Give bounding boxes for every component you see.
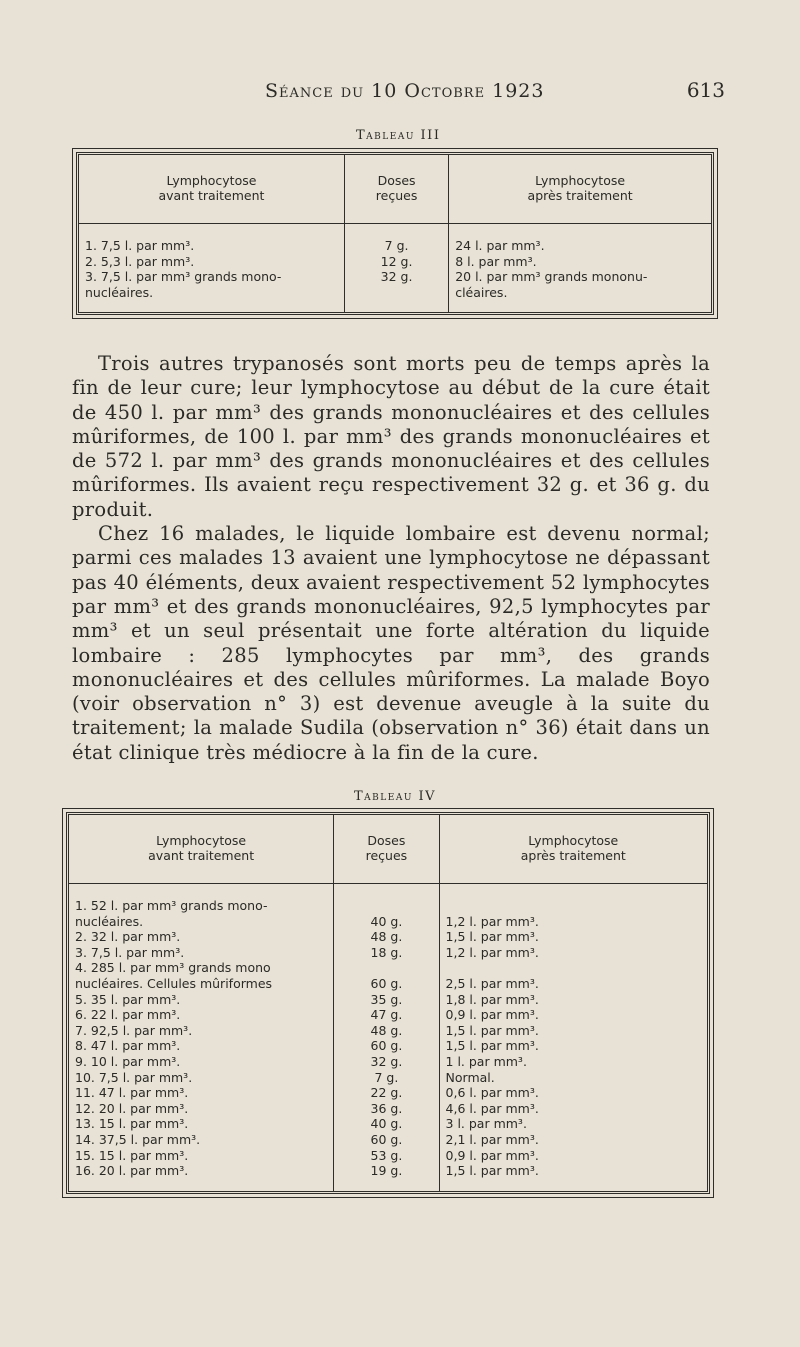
cell-apres: 1,2 l. par mm³. xyxy=(439,898,707,929)
table3-header-doses: Doses reçues xyxy=(344,155,448,224)
cell-avant: 2. 32 l. par mm³. xyxy=(75,929,181,945)
cell-apres: 1,5 l. par mm³. xyxy=(439,1163,707,1179)
table4-body xyxy=(69,884,707,1191)
cell-doses: 32 g. xyxy=(344,269,448,300)
table-row xyxy=(69,1054,707,1070)
cell-avant: 3. 7,5 l. par mm³ grands mono- nucléaires. xyxy=(85,269,282,300)
cell-avant: 12. 20 l. par mm³. xyxy=(75,1100,189,1116)
cell-apres: 0,9 l. par mm³. xyxy=(439,1007,707,1023)
table3-caption: Tableau III xyxy=(356,128,441,143)
cell-apres: 1,8 l. par mm³. xyxy=(439,992,707,1008)
cell-apres: 1,2 l. par mm³. xyxy=(439,945,707,961)
cell-apres: 2,5 l. par mm³. xyxy=(439,960,707,991)
table4-header-doses: Doses reçues xyxy=(334,815,439,884)
cell-doses: 32 g. xyxy=(334,1054,439,1070)
table-row xyxy=(79,269,711,300)
cell-doses: 7 g. xyxy=(344,238,448,254)
table-row xyxy=(69,898,707,929)
table-row xyxy=(79,254,711,270)
cell-apres: 0,9 l. par mm³. xyxy=(439,1148,707,1164)
cell-doses: 47 g. xyxy=(334,1007,439,1023)
cell-doses: 60 g. xyxy=(334,1132,439,1148)
paragraph-2: Chez 16 malades, le liquide lombaire est devenu normal; parmi ces malades 13 avaient une lymphocytose ne dépassant pas 40 éléments, deux avaient respectivement 52 lymphocytes par mm³ et des grands mononucléaires, 92,5 lymphocytes par mm³ et un seul présentait une forte altération du liquide lombaire : 285 lymphocytes par mm³, des grands mononucléaires et des cellules mûriformes. La malade Boyo (voir observation n° 3) est devenue aveugle à la suite du traitement; la malade Sudila (observation n° 36) était dans un état clinique très médiocre à la fin de la cure. xyxy=(72,522,710,764)
cell-apres: 1,5 l. par mm³. xyxy=(439,1038,707,1054)
cell-avant: 8. 47 l. par mm³. xyxy=(75,1038,181,1054)
table-row xyxy=(69,1132,707,1148)
cell-avant: 14. 37,5 l. par mm³. xyxy=(75,1131,201,1147)
cell-doses: 40 g. xyxy=(334,898,439,929)
table-row xyxy=(69,960,707,991)
cell-apres: 8 l. par mm³. xyxy=(449,254,711,270)
cell-apres: 20 l. par mm³ grands mononu- cléaires. xyxy=(449,269,711,300)
cell-apres: 1,5 l. par mm³. xyxy=(439,1023,707,1039)
cell-avant: 10. 7,5 l. par mm³. xyxy=(75,1069,193,1085)
table4-header-apres: Lymphocytose après traitement xyxy=(439,815,707,884)
cell-avant: 15. 15 l. par mm³. xyxy=(75,1147,189,1163)
cell-doses: 60 g. xyxy=(334,960,439,991)
table3-body xyxy=(79,224,711,313)
table4-header-avant: Lymphocytose avant traitement xyxy=(69,815,334,884)
cell-avant: 4. 285 l. par mm³ grands mono nucléaires. Cellules mûriformes xyxy=(75,960,273,991)
table3-header-avant: Lymphocytose avant traitement xyxy=(79,155,344,224)
cell-apres: 0,6 l. par mm³. xyxy=(439,1085,707,1101)
cell-doses: 12 g. xyxy=(344,254,448,270)
paragraph-1: Trois autres trypanosés sont morts peu de temps après la fin de leur cure; leur lymphocytose au début de la cure était de 450 l. par mm³ des grands mononucléaires et des cellules mûriformes, de 100 l. par mm³ des grands mononucléaires et de 572 l. par mm³ des grands mononucléaires et des cellules mûriformes. Ils avaient reçu respectivement 32 g. et 36 g. du produit. xyxy=(72,352,710,521)
cell-apres: 3 l. par mm³. xyxy=(439,1116,707,1132)
page-number: 613 xyxy=(686,78,725,102)
table-row xyxy=(69,1101,707,1117)
cell-avant: 1. 52 l. par mm³ grands mono- nucléaires. xyxy=(75,898,268,929)
cell-doses: 36 g. xyxy=(334,1101,439,1117)
table4 xyxy=(66,812,710,1194)
cell-avant: 9. 10 l. par mm³. xyxy=(75,1053,181,1069)
table-row xyxy=(69,1023,707,1039)
cell-doses: 35 g. xyxy=(334,992,439,1008)
table3-header-row xyxy=(79,155,711,224)
cell-apres: 1 l. par mm³. xyxy=(439,1054,707,1070)
table-row xyxy=(69,1085,707,1101)
table-row xyxy=(69,1038,707,1054)
cell-doses: 18 g. xyxy=(334,945,439,961)
cell-doses: 60 g. xyxy=(334,1038,439,1054)
header-title: Séance du 10 Octobre 1923 xyxy=(265,80,545,102)
cell-doses: 40 g. xyxy=(334,1116,439,1132)
table-row xyxy=(69,929,707,945)
cell-avant: 16. 20 l. par mm³. xyxy=(75,1163,189,1179)
cell-doses: 53 g. xyxy=(334,1148,439,1164)
cell-doses: 7 g. xyxy=(334,1070,439,1086)
table-row xyxy=(69,945,707,961)
cell-avant: 3. 7,5 l. par mm³. xyxy=(75,944,185,960)
table4-caption: Tableau IV xyxy=(354,789,437,804)
table-row xyxy=(69,1070,707,1086)
running-header xyxy=(265,78,725,102)
table-row xyxy=(69,992,707,1008)
cell-apres: Normal. xyxy=(439,1070,707,1086)
cell-avant: 1. 7,5 l. par mm³. xyxy=(85,238,195,253)
cell-avant: 7. 92,5 l. par mm³. xyxy=(75,1022,193,1038)
cell-avant: 13. 15 l. par mm³. xyxy=(75,1116,189,1132)
cell-apres: 1,5 l. par mm³. xyxy=(439,929,707,945)
cell-doses: 48 g. xyxy=(334,929,439,945)
cell-doses: 48 g. xyxy=(334,1023,439,1039)
cell-doses: 19 g. xyxy=(334,1163,439,1179)
table-row xyxy=(69,1163,707,1179)
cell-apres: 24 l. par mm³. xyxy=(449,238,711,254)
table3 xyxy=(76,152,714,315)
table-row xyxy=(79,238,711,254)
table3-header-apres: Lymphocytose après traitement xyxy=(449,155,711,224)
cell-avant: 6. 22 l. par mm³. xyxy=(75,1007,181,1023)
cell-avant: 5. 35 l. par mm³. xyxy=(75,991,181,1007)
cell-avant: 2. 5,3 l. par mm³. xyxy=(85,253,195,269)
cell-apres: 2,1 l. par mm³. xyxy=(439,1132,707,1148)
table-row xyxy=(69,1116,707,1132)
table4-header-row xyxy=(69,815,707,884)
cell-avant: 11. 47 l. par mm³. xyxy=(75,1085,189,1101)
cell-apres: 4,6 l. par mm³. xyxy=(439,1101,707,1117)
table-row xyxy=(69,1148,707,1164)
body-text xyxy=(72,352,710,765)
table-row xyxy=(69,1007,707,1023)
cell-doses: 22 g. xyxy=(334,1085,439,1101)
